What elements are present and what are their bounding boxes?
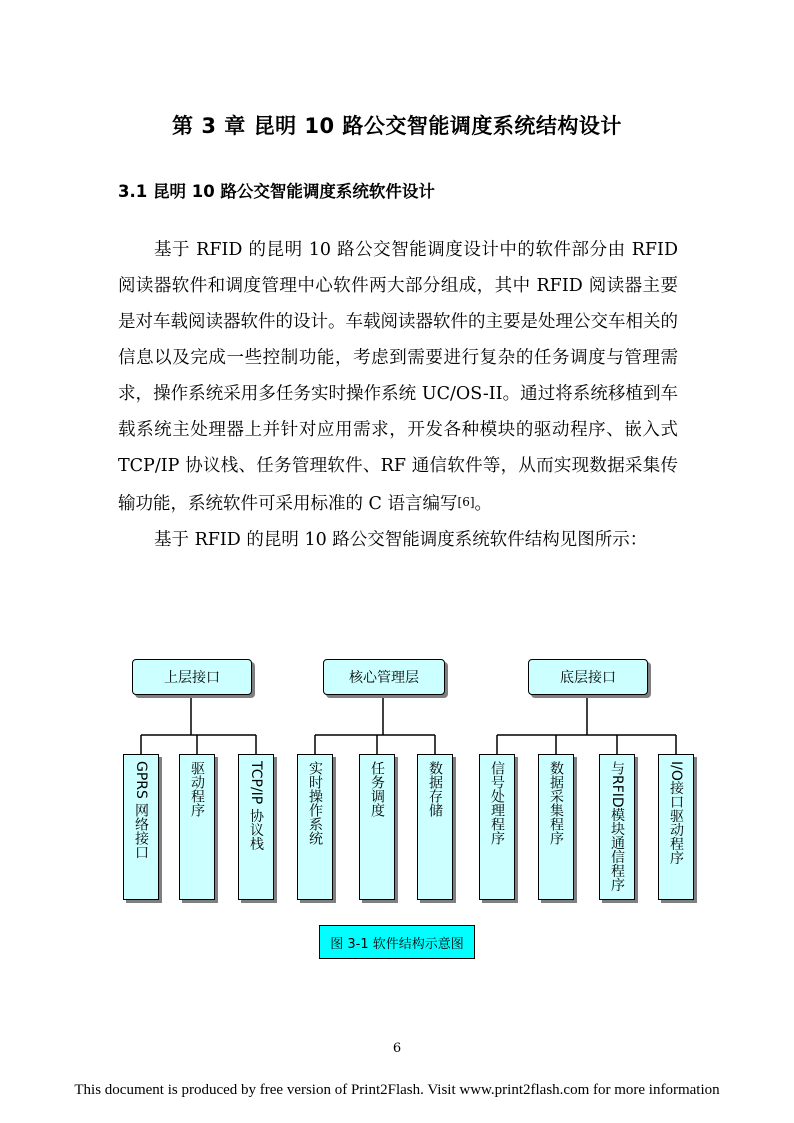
leaf-label: 驱动程序 xyxy=(189,761,205,817)
leaf-driver xyxy=(179,754,215,900)
page-number: 6 xyxy=(392,1041,402,1056)
section-title: 3.1 昆明 10 路公交智能调度系统软件设计 xyxy=(118,182,435,201)
figure-caption: 图 3-1 软件结构示意图 xyxy=(319,925,475,959)
leaf-signal-processing xyxy=(479,754,515,900)
chapter-title: 第 3 章 昆明 10 路公交智能调度系统结构设计 xyxy=(172,114,622,138)
leaf-io-driver xyxy=(658,754,694,900)
group-box-core-management: 核心管理层 xyxy=(323,659,445,695)
leaf-data-storage xyxy=(417,754,453,900)
paragraph-2: 基于 RFID 的昆明 10 路公交智能调度系统软件结构见图所示： xyxy=(154,530,648,550)
leaf-rfid-communication xyxy=(599,754,635,900)
leaf-label: 数据采集程序 xyxy=(548,761,564,845)
leaf-gprs-interface xyxy=(123,754,159,900)
leaf-label: 与RFID模块通信程序 xyxy=(609,761,625,892)
leaf-label: 信号处理程序 xyxy=(489,761,505,845)
group-box-upper-interface: 上层接口 xyxy=(132,659,252,695)
paragraph-1-text: 基于 RFID 的昆明 10 路公交智能调度设计中的软件部分由 RFID 阅读器软件和调度管理中心软件两大部分组成，其中 RFID 阅读器主要是对车载阅读器软件的设计。车载阅读器软件的主要是处理公交车相关的信息以及完成一些控制功能，考虑到需要进行复杂的任务调度与管理需求，操作系统采用多任务实时操作系统 UC/OS-II。通过将系统移植到车载系统主处理器上并针对应用需求，开发各种模块的驱动程序、嵌入式 TCP/IP 协议栈、任务管理软件、RF 通信软件等，从而实现数据采集传输功能，系统软件可采用标准的 C 语言编写 xyxy=(118,240,678,514)
footer-notice: This document is produced by free version of Print2Flash. Visit www.print2flash.com for more information xyxy=(74,1082,720,1098)
paragraph-1 xyxy=(118,232,678,522)
group-box-lower-interface: 底层接口 xyxy=(528,659,648,695)
citation-ref: [6] xyxy=(457,495,475,509)
paragraph-1-end: 。 xyxy=(474,494,493,514)
leaf-task-scheduling xyxy=(359,754,395,900)
leaf-label: TCP/IP 协议栈 xyxy=(248,761,264,851)
leaf-rtos xyxy=(297,754,333,900)
leaf-label: 任务调度 xyxy=(369,761,385,817)
leaf-label: GPRS 网络接口 xyxy=(133,761,149,860)
body-text xyxy=(118,232,678,558)
leaf-tcpip-stack xyxy=(238,754,274,900)
leaf-label: I/O接口驱动程序 xyxy=(668,761,684,865)
leaf-label: 数据存储 xyxy=(427,761,443,817)
leaf-label: 实时操作系统 xyxy=(307,761,323,845)
leaf-data-acquisition xyxy=(538,754,574,900)
